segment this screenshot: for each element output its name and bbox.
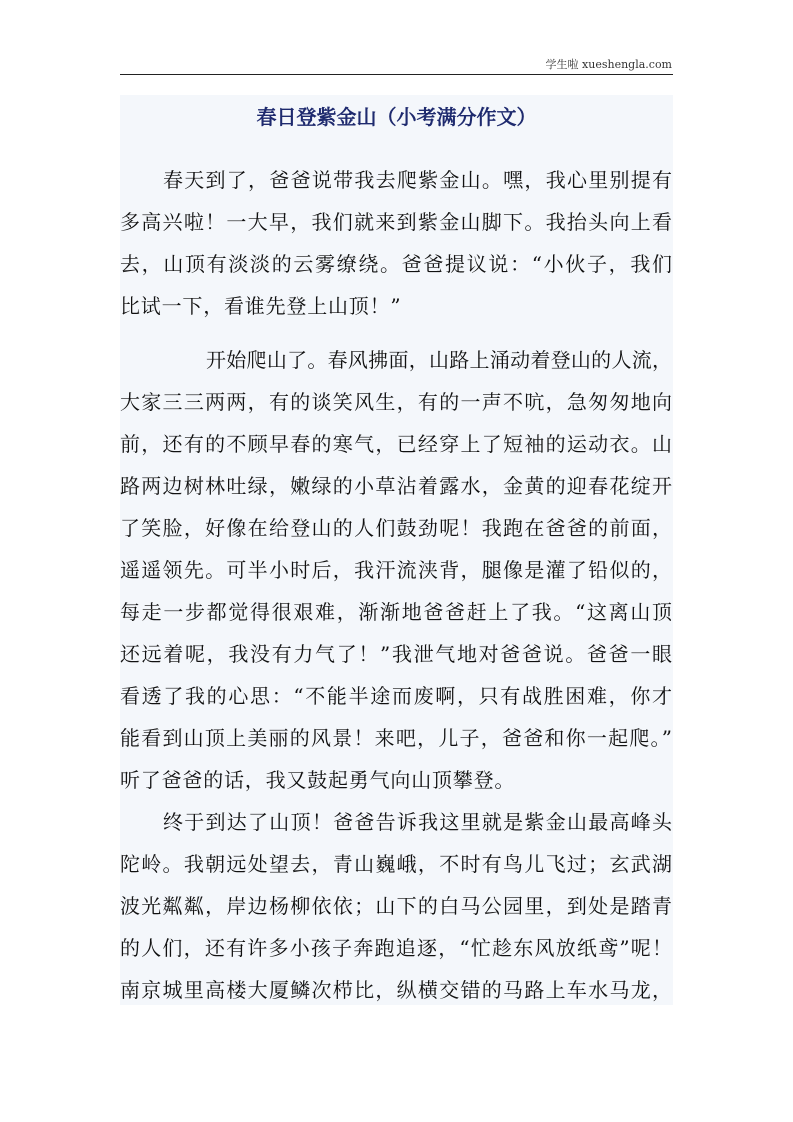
paragraph-line: 还远着呢，我没有力气了！”我泄气地对爸爸说。爸爸一眼 xyxy=(120,642,672,666)
paragraph-line: 去，山顶有淡淡的云雾缭绕。爸爸提议说：“小伙子，我们 xyxy=(120,252,672,276)
article-title: 春日登紫金山（小考满分作文） xyxy=(256,105,537,129)
paragraph xyxy=(120,339,672,801)
article-body xyxy=(120,159,672,1011)
paragraph xyxy=(120,159,672,327)
header-divider xyxy=(120,74,673,75)
paragraph-line: 看透了我的心思：“不能半途而废啊，只有战胜困难，你才 xyxy=(120,684,672,708)
paragraph-line: 开始爬山了。春风拂面，山路上涌动着登山的人流， xyxy=(206,348,672,372)
paragraph xyxy=(120,801,672,1011)
paragraph-line: 春天到了，爸爸说带我去爬紫金山。嘿，我心里别提有 xyxy=(163,168,672,192)
paragraph-line: 比试一下，看谁先登上山顶！” xyxy=(120,294,402,318)
paragraph-line: 波光粼粼，岸边杨柳依依；山下的白马公园里，到处是踏青 xyxy=(120,894,672,918)
paragraph-line: 遥遥领先。可半小时后，我汗流浃背，腿像是灌了铅似的， xyxy=(120,558,672,582)
paragraph-line: 大家三三两两，有的谈笑风生，有的一声不吭，急匆匆地向 xyxy=(120,390,672,414)
paragraph-line: 南京城里高楼大厦鳞次栉比，纵横交错的马路上车水马龙， xyxy=(120,978,672,1002)
paragraph-line: 能看到山顶上美丽的风景！来吧，儿子，爸爸和你一起爬。” xyxy=(120,726,672,750)
paragraph-line: 的人们，还有许多小孩子奔跑追逐，“忙趁东风放纸鸢”呢！ xyxy=(120,936,672,960)
paragraph-line: 前，还有的不顾早春的寒气，已经穿上了短袖的运动衣。山 xyxy=(120,432,672,456)
paragraph-line: 每走一步都觉得很艰难，渐渐地爸爸赶上了我。“这离山顶 xyxy=(120,600,672,624)
paragraph-line: 了笑脸，好像在给登山的人们鼓劲呢！我跑在爸爸的前面， xyxy=(120,516,672,540)
paragraph-line: 听了爸爸的话，我又鼓起勇气向山顶攀登。 xyxy=(120,768,516,792)
paragraph-line: 多高兴啦！一大早，我们就来到紫金山脚下。我抬头向上看 xyxy=(120,210,672,234)
paragraph-line: 路两边树林吐绿，嫩绿的小草沾着露水，金黄的迎春花绽开 xyxy=(120,474,672,498)
paragraph-line: 陀岭。我朝远处望去，青山巍峨，不时有鸟儿飞过；玄武湖 xyxy=(120,852,672,876)
site-label: 学生啦 xueshengla.com xyxy=(545,58,672,71)
paragraph-line: 终于到达了山顶！爸爸告诉我这里就是紫金山最高峰头 xyxy=(163,810,672,834)
